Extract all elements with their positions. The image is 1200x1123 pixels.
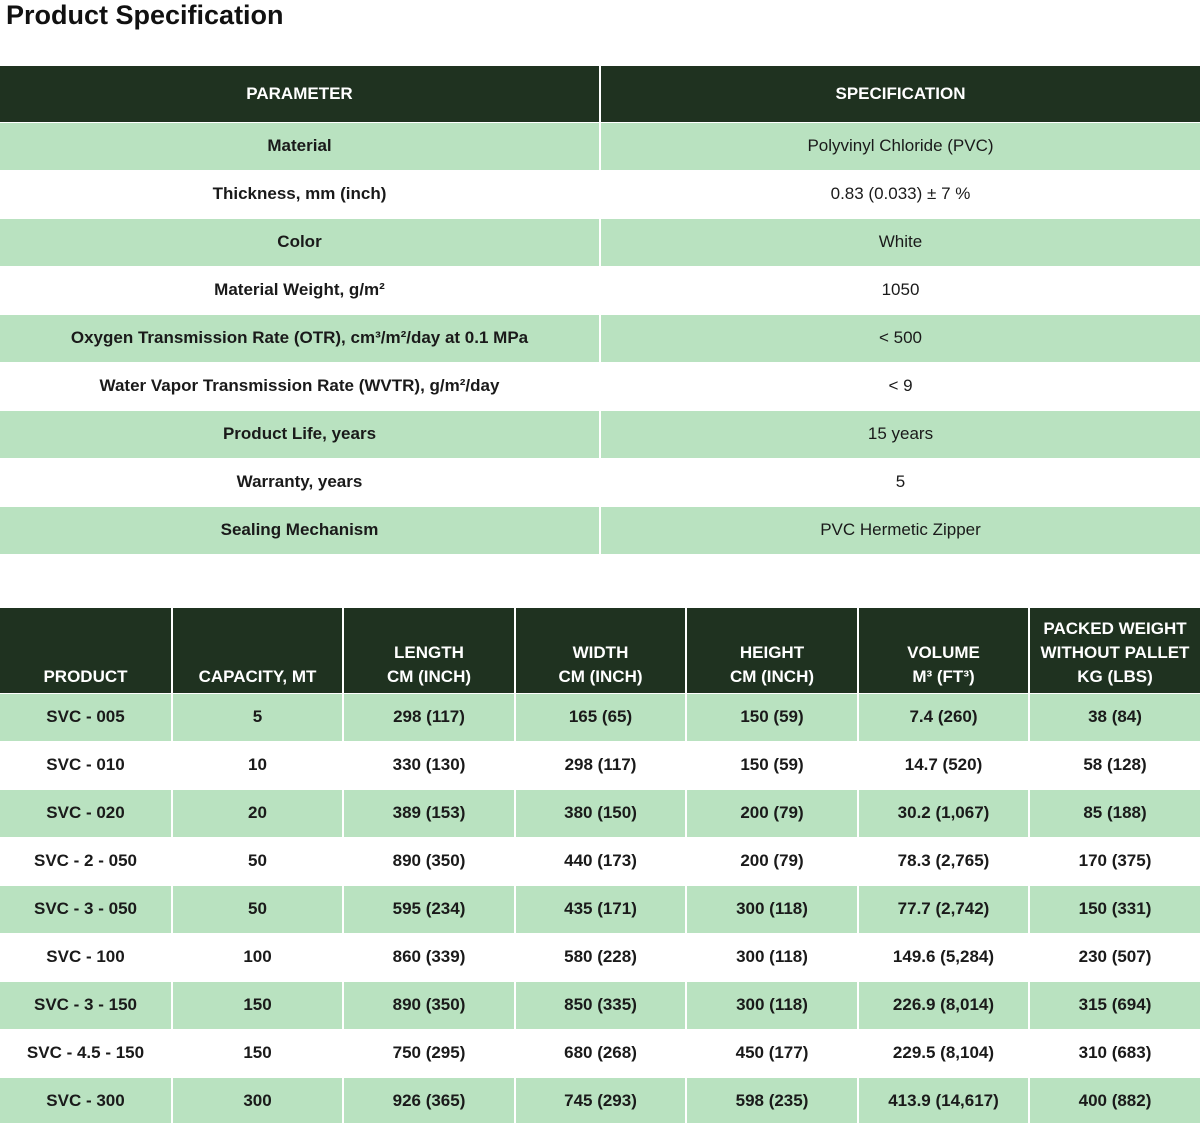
specification-cell: White <box>600 218 1200 266</box>
packed-weight-cell: 400 (882) <box>1029 1077 1200 1123</box>
width-cell: 745 (293) <box>515 1077 686 1123</box>
specification-cell: 0.83 (0.033) ± 7 % <box>600 170 1200 218</box>
capacity-cell: 150 <box>172 981 343 1029</box>
height-cell: 598 (235) <box>686 1077 858 1123</box>
page-title: Product Specification <box>6 0 284 30</box>
width-cell: 298 (117) <box>515 741 686 789</box>
height-cell: 300 (118) <box>686 981 858 1029</box>
header-line: HEIGHT <box>739 642 805 662</box>
length-cell: 890 (350) <box>343 837 515 885</box>
product-cell: SVC - 3 - 050 <box>0 885 172 933</box>
volume-cell: 78.3 (2,765) <box>858 837 1029 885</box>
length-cell: 890 (350) <box>343 981 515 1029</box>
parameter-cell: Material <box>0 122 600 170</box>
volume-cell: 77.7 (2,742) <box>858 885 1029 933</box>
table-row <box>0 506 1200 554</box>
column-header-volume <box>858 608 1029 693</box>
packed-weight-cell: 230 (507) <box>1029 933 1200 981</box>
table-row <box>0 885 1200 933</box>
capacity-cell: 50 <box>172 837 343 885</box>
table-row <box>0 458 1200 506</box>
width-cell: 380 (150) <box>515 789 686 837</box>
packed-weight-cell: 58 (128) <box>1029 741 1200 789</box>
volume-cell: 229.5 (8,104) <box>858 1029 1029 1077</box>
product-cell: SVC - 010 <box>0 741 172 789</box>
column-header-width <box>515 608 686 693</box>
column-header-parameter: PARAMETER <box>0 66 600 122</box>
capacity-cell: 20 <box>172 789 343 837</box>
length-cell: 860 (339) <box>343 933 515 981</box>
table-row <box>0 837 1200 885</box>
width-cell: 850 (335) <box>515 981 686 1029</box>
specification-cell: 15 years <box>600 410 1200 458</box>
height-cell: 150 (59) <box>686 741 858 789</box>
table-row <box>0 266 1200 314</box>
parameter-cell: Material Weight, g/m² <box>0 266 600 314</box>
column-header-packed-weight <box>1029 608 1200 693</box>
table-row <box>0 693 1200 741</box>
specification-cell: < 500 <box>600 314 1200 362</box>
volume-cell: 226.9 (8,014) <box>858 981 1029 1029</box>
header-line: VOLUME <box>907 642 980 662</box>
table-row <box>0 933 1200 981</box>
specification-cell: 1050 <box>600 266 1200 314</box>
height-cell: 200 (79) <box>686 789 858 837</box>
parameter-cell: Thickness, mm (inch) <box>0 170 600 218</box>
height-cell: 200 (79) <box>686 837 858 885</box>
header-line: M³ (FT³) <box>912 666 975 686</box>
header-line: CM (INCH) <box>386 666 472 686</box>
parameter-cell: Warranty, years <box>0 458 600 506</box>
length-cell: 389 (153) <box>343 789 515 837</box>
header-line: CM (INCH) <box>729 666 815 686</box>
length-cell: 330 (130) <box>343 741 515 789</box>
height-cell: 300 (118) <box>686 885 858 933</box>
product-cell: SVC - 100 <box>0 933 172 981</box>
table-row <box>0 362 1200 410</box>
width-cell: 580 (228) <box>515 933 686 981</box>
table-header-row <box>0 66 1200 122</box>
table-row <box>0 789 1200 837</box>
packed-weight-cell: 150 (331) <box>1029 885 1200 933</box>
table-row <box>0 981 1200 1029</box>
table-row <box>0 1029 1200 1077</box>
length-cell: 926 (365) <box>343 1077 515 1123</box>
table-row <box>0 170 1200 218</box>
table-row <box>0 218 1200 266</box>
packed-weight-cell: 310 (683) <box>1029 1029 1200 1077</box>
column-header-length <box>343 608 515 693</box>
specification-cell: 5 <box>600 458 1200 506</box>
specification-cell: Polyvinyl Chloride (PVC) <box>600 122 1200 170</box>
capacity-cell: 10 <box>172 741 343 789</box>
header-line: PRODUCT <box>43 666 128 686</box>
capacity-cell: 150 <box>172 1029 343 1077</box>
length-cell: 750 (295) <box>343 1029 515 1077</box>
table-row <box>0 314 1200 362</box>
parameter-cell: Sealing Mechanism <box>0 506 600 554</box>
table-row <box>0 122 1200 170</box>
column-header-height <box>686 608 858 693</box>
width-cell: 680 (268) <box>515 1029 686 1077</box>
volume-cell: 413.9 (14,617) <box>858 1077 1029 1123</box>
column-header-capacity <box>172 608 343 693</box>
length-cell: 298 (117) <box>343 693 515 741</box>
packed-weight-cell: 85 (188) <box>1029 789 1200 837</box>
length-cell: 595 (234) <box>343 885 515 933</box>
packed-weight-cell: 38 (84) <box>1029 693 1200 741</box>
product-cell: SVC - 005 <box>0 693 172 741</box>
specification-cell: PVC Hermetic Zipper <box>600 506 1200 554</box>
product-cell: SVC - 020 <box>0 789 172 837</box>
packed-weight-cell: 315 (694) <box>1029 981 1200 1029</box>
width-cell: 165 (65) <box>515 693 686 741</box>
table-row <box>0 741 1200 789</box>
table-header-row <box>0 608 1200 693</box>
volume-cell: 30.2 (1,067) <box>858 789 1029 837</box>
parameter-cell: Product Life, years <box>0 410 600 458</box>
capacity-cell: 100 <box>172 933 343 981</box>
header-line: PACKED WEIGHT <box>1043 618 1187 638</box>
width-cell: 440 (173) <box>515 837 686 885</box>
capacity-cell: 50 <box>172 885 343 933</box>
specification-table <box>0 66 1200 554</box>
volume-cell: 149.6 (5,284) <box>858 933 1029 981</box>
product-cell: SVC - 2 - 050 <box>0 837 172 885</box>
height-cell: 300 (118) <box>686 933 858 981</box>
parameter-cell: Color <box>0 218 600 266</box>
header-line: KG (LBS) <box>1077 666 1153 686</box>
header-line: WIDTH <box>572 642 629 662</box>
packed-weight-cell: 170 (375) <box>1029 837 1200 885</box>
specification-cell: < 9 <box>600 362 1200 410</box>
header-line: WITHOUT PALLET <box>1040 642 1190 662</box>
width-cell: 435 (171) <box>515 885 686 933</box>
column-header-product <box>0 608 172 693</box>
table-row <box>0 1077 1200 1123</box>
parameter-cell: Water Vapor Transmission Rate (WVTR), g/m²/day <box>0 362 600 410</box>
table-row <box>0 410 1200 458</box>
product-cell: SVC - 300 <box>0 1077 172 1123</box>
capacity-cell: 5 <box>172 693 343 741</box>
product-cell: SVC - 3 - 150 <box>0 981 172 1029</box>
product-table <box>0 608 1200 1123</box>
header-line: CAPACITY, MT <box>198 666 317 686</box>
header-line: LENGTH <box>394 642 464 662</box>
height-cell: 450 (177) <box>686 1029 858 1077</box>
product-cell: SVC - 4.5 - 150 <box>0 1029 172 1077</box>
volume-cell: 7.4 (260) <box>858 693 1029 741</box>
header-line: CM (INCH) <box>558 666 643 686</box>
parameter-cell: Oxygen Transmission Rate (OTR), cm³/m²/day at 0.1 MPa <box>0 314 600 362</box>
volume-cell: 14.7 (520) <box>858 741 1029 789</box>
column-header-specification: SPECIFICATION <box>600 66 1200 122</box>
height-cell: 150 (59) <box>686 693 858 741</box>
capacity-cell: 300 <box>172 1077 343 1123</box>
